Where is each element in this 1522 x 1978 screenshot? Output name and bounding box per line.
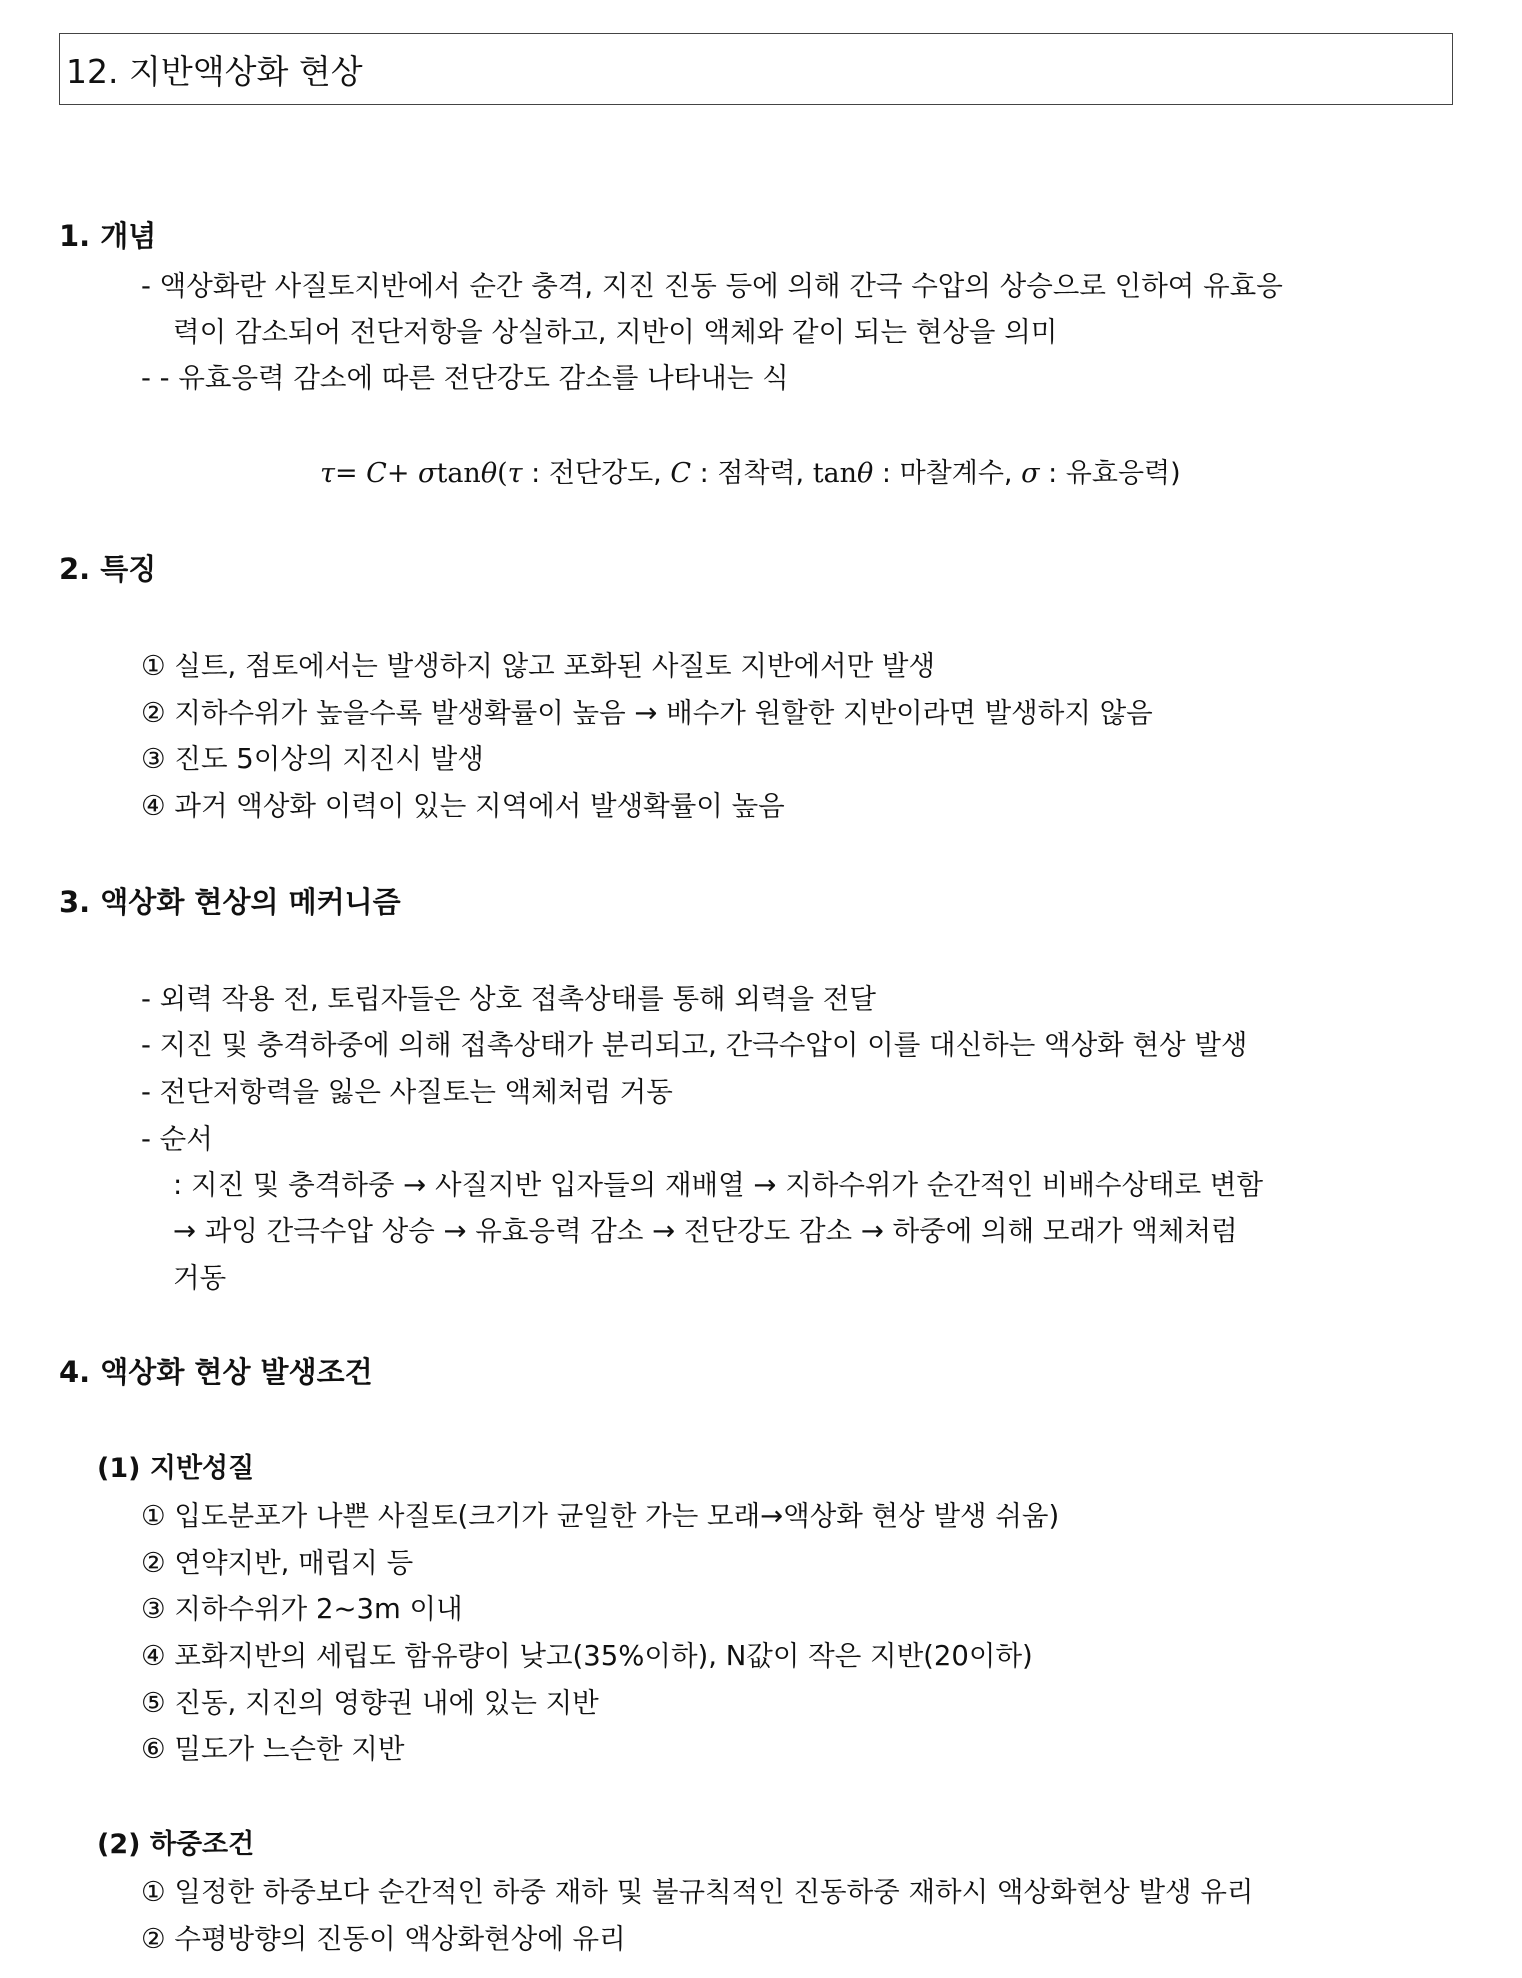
list-item: ② 지하수위가 높을수록 발생확률이 높음 → 배수가 원할한 지반이라면 발생하지 않음	[141, 697, 1153, 729]
concept-line-2: 력이 감소되어 전단저항을 상실하고, 지반이 액체와 같이 되는 현상을 의미	[173, 316, 1058, 348]
page-title: 12. 지반액상화 현상	[59, 33, 1453, 105]
formula-tan: tan	[436, 458, 481, 489]
list-item: ① 일정한 하중보다 순간적인 하중 재하 및 불규칙적인 진동하중 재하시 액상화현상 발생 유리	[141, 1876, 1254, 1908]
subsection-heading: (1) 지반성질	[97, 1453, 255, 1484]
shear-strength-formula	[320, 451, 1181, 490]
formula-tan-def: tan	[812, 458, 858, 489]
list-item: ② 연약지반, 매립지 등	[141, 1547, 414, 1579]
list-item: ① 입도분포가 나쁜 사질토(크기가 균일한 가는 모래→액상화 현상 발생 쉬움)	[141, 1500, 1060, 1532]
sequence-line: → 과잉 간극수압 상승 → 유효응력 감소 → 전단강도 감소 → 하중에 의해 모래가 액체처럼	[173, 1215, 1238, 1247]
formula-theta-def: θ	[857, 458, 874, 489]
formula-plus: +	[386, 458, 419, 489]
list-item: ③ 진도 5이상의 지진시 발생	[141, 743, 484, 775]
list-item: - 순서	[141, 1123, 213, 1155]
list-item: ① 실트, 점토에서는 발생하지 않고 포화된 사질토 지반에서만 발생	[141, 650, 936, 682]
formula-sigma-def: σ	[1021, 458, 1040, 489]
formula-desc-1: : 전단강도,	[522, 458, 671, 489]
concept-line-3: - - 유효응력 감소에 따른 전단강도 감소를 나타내는 식	[141, 362, 789, 394]
formula-eq: =	[334, 458, 367, 489]
formula-desc-2: : 점착력,	[691, 458, 813, 489]
formula-c: C	[366, 458, 387, 489]
concept-line-1: - 액상화란 사질토지반에서 순간 충격, 지진 진동 등에 의해 간극 수압의 상승으로 인하여 유효응	[141, 270, 1283, 302]
section-2-heading: 2. 특징	[59, 552, 157, 586]
list-item: ② 수평방향의 진동이 액상화현상에 유리	[141, 1923, 626, 1955]
formula-c-def: C	[670, 458, 692, 489]
formula-theta: θ	[480, 458, 498, 489]
formula-tau-def: τ	[507, 458, 523, 489]
list-item: - 전단저항력을 잃은 사질토는 액체처럼 거동	[141, 1076, 673, 1108]
list-item: ④ 과거 액상화 이력이 있는 지역에서 발생확률이 높음	[141, 790, 785, 822]
sequence-line: : 지진 및 충격하중 → 사질지반 입자들의 재배열 → 지하수위가 순간적인 비배수상태로 변함	[173, 1169, 1264, 1201]
section-3-heading: 3. 액상화 현상의 메커니즘	[59, 885, 401, 919]
list-item: - 외력 작용 전, 토립자들은 상호 접촉상태를 통해 외력을 전달	[141, 983, 876, 1015]
list-item: ⑤ 진동, 지진의 영향권 내에 있는 지반	[141, 1687, 599, 1719]
list-item: ⑥ 밀도가 느슨한 지반	[141, 1733, 405, 1765]
list-item: - 지진 및 충격하중에 의해 접촉상태가 분리되고, 간극수압이 이를 대신하는 액상화 현상 발생	[141, 1029, 1248, 1061]
list-item: ④ 포화지반의 세립도 함유량이 낮고(35%이하), N값이 작은 지반(20이하)	[141, 1640, 1033, 1672]
formula-desc-3: : 마찰계수,	[873, 458, 1022, 489]
formula-desc-4: : 유효응력)	[1039, 458, 1181, 489]
list-item: ③ 지하수위가 2~3m 이내	[141, 1593, 463, 1625]
formula-tau: τ	[320, 458, 335, 489]
sequence-line: 거동	[173, 1262, 227, 1294]
formula-sigma: σ	[418, 458, 437, 489]
subsection-heading: (2) 하중조건	[97, 1829, 255, 1860]
section-4-heading: 4. 액상화 현상 발생조건	[59, 1355, 373, 1389]
section-1-heading: 1. 개념	[59, 219, 157, 253]
formula-open: (	[497, 458, 508, 489]
